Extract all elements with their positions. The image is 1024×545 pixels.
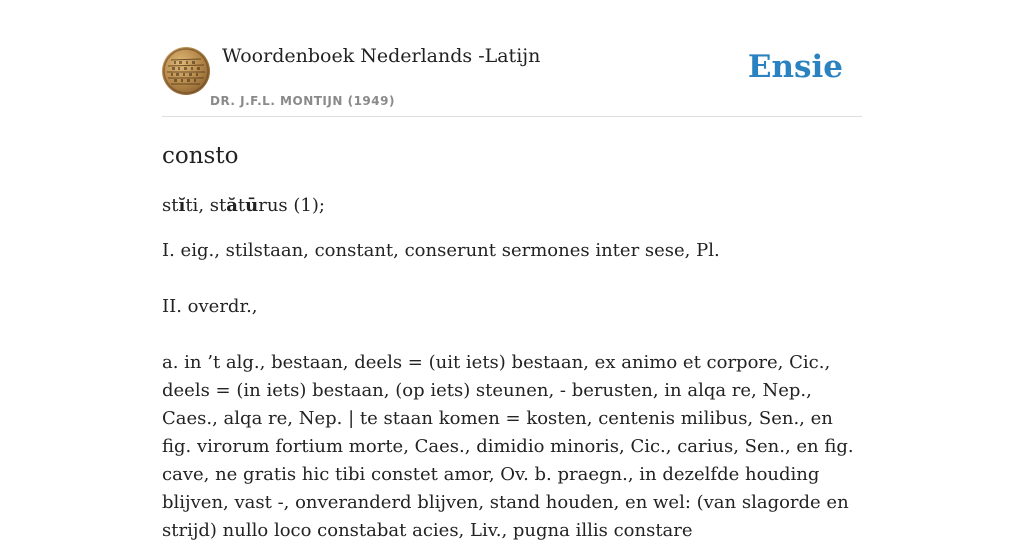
sense-figurative-text: a. in ’t alg., bestaan, deels = (uit iets) bestaan, ex animo et corpore, Cic., deels = (in iets) bestaan, (op iets) steunen, - berusten, in alqa re, Nep., Caes., alqa re, Nep. | te staan komen = kosten, centenis milibus, Sen., en fig. virorum fortium morte, Caes., dimidio minoris, Cic., carius, Sen., en fig. cave, ne gratis hic tibi constet amor, Ov. b. praegn., in dezelfde houding blijven, vast -, onveranderd blijven, stand houden, en wel: (van slagorde en strijd) nullo loco constabat acies, Liv., pugna illis constare <box>162 352 854 541</box>
forms-part: st <box>162 195 179 216</box>
forms-part: t <box>237 195 246 216</box>
site-header <box>162 0 862 117</box>
forms-marked-vowel: ū <box>245 195 259 216</box>
sense-figurative-heading: II. overdr., <box>162 296 258 317</box>
page <box>162 0 862 541</box>
book-title[interactable]: Woordenboek Nederlands -Latijn <box>222 45 541 67</box>
ensie-brand-logo[interactable]: Ensie <box>747 49 843 85</box>
entry-headword: consto <box>162 143 239 169</box>
forms-part: ti, st <box>185 195 227 216</box>
forms-marked-vowel: ă <box>226 195 238 216</box>
forms-marked-vowel: ĭ <box>178 195 186 216</box>
book-author: DR. J.F.L. MONTIJN (1949) <box>210 94 395 108</box>
entry-content <box>162 141 862 545</box>
bronze-coin-logo[interactable] <box>162 47 210 95</box>
entry-forms <box>162 193 862 219</box>
forms-part: rus (1); <box>258 195 325 216</box>
sense-literal: I. eig., stilstaan, constant, conserunt sermones inter sese, Pl. <box>162 240 720 261</box>
coin-inscription-icon <box>162 47 210 95</box>
